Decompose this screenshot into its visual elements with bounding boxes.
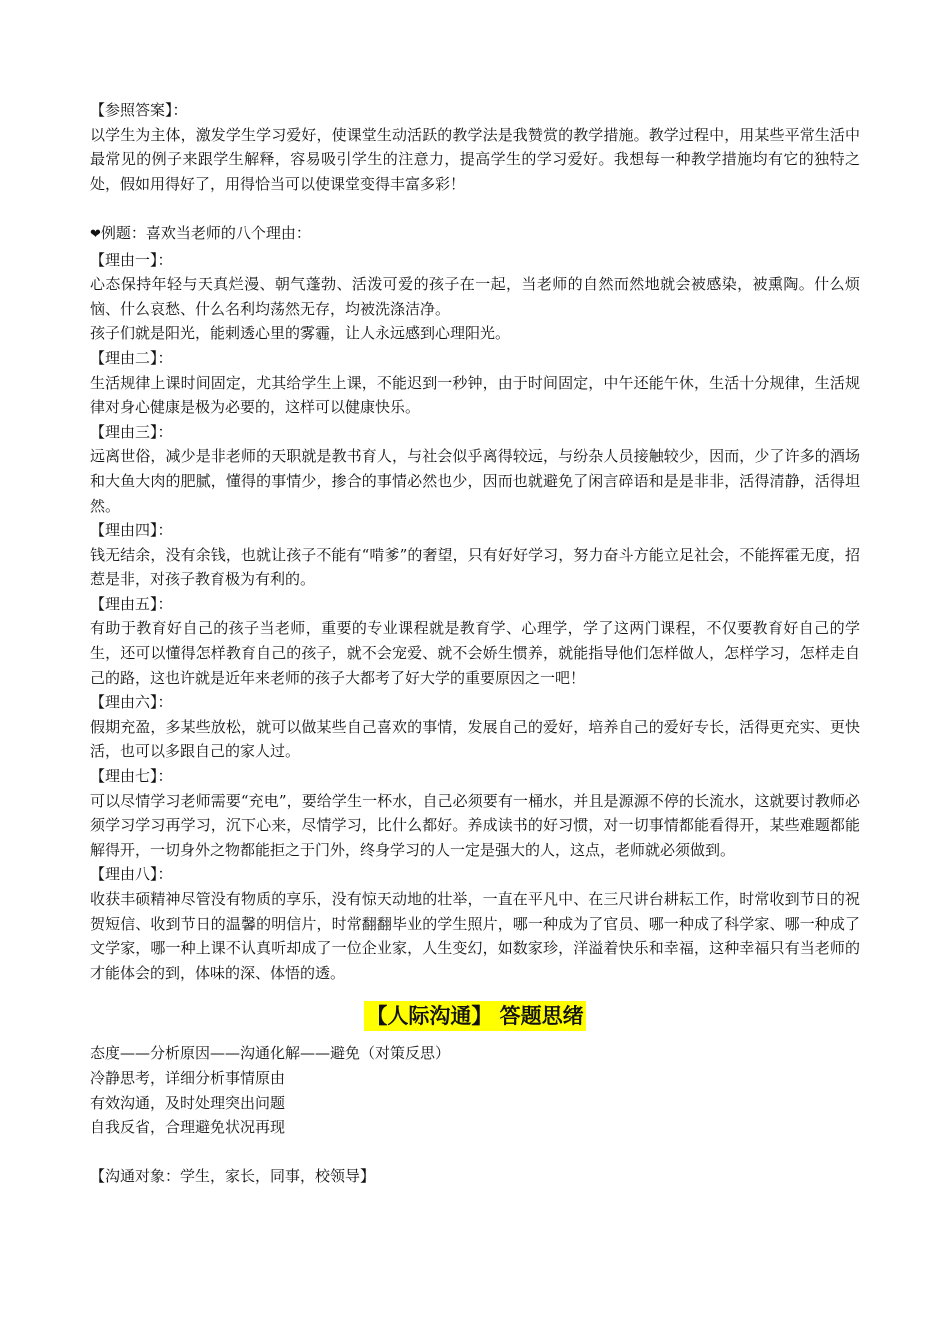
reason-label: 【理由二】：	[90, 348, 173, 367]
blank-line	[90, 196, 860, 221]
section-line: 态度——分析原因——沟通化解——避免（对策反思）	[90, 1044, 451, 1063]
reason-label: 【理由三】：	[90, 422, 173, 441]
reason-label: 【理由四】：	[90, 521, 173, 540]
answer-label: 【参照答案】：	[90, 101, 188, 119]
example-title	[90, 221, 860, 248]
reason-text: 收获丰硕精神尽管没有物质的享乐，没有惊天动地的壮举，一直在平凡中、在三尺讲台耕耘工作，时常收到节日的祝贺短信、收到节日的温馨的明信片，时常翻翻毕业的学生照片，哪一种成为了官员、哪一种成了科学家、哪一种成了文学家，哪一种上课不认真听却成了一位企业家，人生变幻，如数家珍，洋溢着快乐和幸福，这种幸福只有当老师的才能体会的到，体味的深、体悟的透。	[90, 890, 860, 982]
reason-text: 孩子们就是阳光，能刺透心里的雾霾，让人永远感到心理阳光。	[90, 324, 511, 343]
reason-text: 生活规律上课时间固定，尤其给学生上课，不能迟到一秒钟，由于时间固定，中午还能午休，生活十分规律，生活规律对身心健康是极为必要的，这样可以健康快乐。	[90, 373, 860, 417]
reason-label: 【理由七】：	[90, 767, 173, 786]
reason-text: 钱无结余，没有余钱，也就让孩子不能有“啃爹”的奢望，只有好好学习，努力奋斗方能立足社会，不能挥霍无度，招惹是非，对孩子教育极为有利的。	[90, 545, 860, 589]
blank-line	[90, 1140, 860, 1165]
example-title-text: 例题：喜欢当老师的八个理由：	[100, 223, 311, 242]
answer-text: 以学生为主体，激发学生学习爱好，使课堂生动活跃的教学法是我赞赏的教学措施。教学过程中，用某些平常生活中最常见的例子来跟学生解释，容易吸引学生的注意力，提高学生的学习爱好。我想每一种教学措施均有它的独特之处，假如用得好了，用得恰当可以使课堂变得丰富多彩！	[90, 125, 860, 193]
reason-label: 【理由八】：	[90, 865, 173, 884]
reason-text: 远离世俗，减少是非老师的天职就是教书育人，与社会似乎离得较远，与纷杂人员接触较少，因而，少了许多的酒场和大鱼大肉的肥腻，懂得的事情少，掺合的事情必然也少，因而也就避免了闲言碎语和是是非非，活得清静，活得坦然。	[90, 447, 860, 515]
communication-targets: 【沟通对象：学生，家长，同事，校领导】	[90, 1167, 376, 1186]
reason-text: 心态保持年轻与天真烂漫、朝气蓬勃、活泼可爱的孩子在一起，当老师的自然而然地就会被感染，被熏陶。什么烦恼、什么哀愁、什么名利均荡然无存，均被洗涤洁净。	[90, 275, 860, 318]
section-line: 冷静思考，详细分析事情原由	[90, 1068, 286, 1087]
document-page	[90, 98, 860, 1189]
heart-icon: ❤	[90, 226, 101, 242]
section-heading: 【人际沟通】 答题思绪	[364, 1001, 585, 1031]
reason-text: 可以尽情学习老师需要“充电”，要给学生一杯水，自己必须要有一桶水，并且是源源不停的长流水，这就要讨教师必须学习学习再学习，沉下心来，尽情学习，比什么都好。养成读书的好习惯，对一切事情都能看得开，某些难题都能解得开，一切身外之物都能拒之于门外，终身学习的人一定是强大的人，这点，老师就必须做到。	[90, 791, 860, 859]
section-heading-wrap	[90, 1001, 860, 1031]
reason-text: 有助于教育好自己的孩子当老师，重要的专业课程就是教育学、心理学，学了这两门课程，不仅要教育好自己的学生，还可以懂得怎样教育自己的孩子，就不会宠爱、就不会娇生惯养，就能指导他们怎样做人，怎样学习，怎样走自己的路，这也许就是近年来老师的孩子大都考了好大学的重要原因之一吧！	[90, 619, 860, 687]
section-line: 有效沟通，及时处理突出问题	[90, 1093, 286, 1112]
reason-label: 【理由六】：	[90, 693, 173, 712]
reason-label: 【理由一】：	[90, 250, 173, 269]
reason-label: 【理由五】：	[90, 594, 173, 613]
reason-text: 假期充盈，多某些放松，就可以做某些自己喜欢的事情，发展自己的爱好，培养自己的爱好专长，活得更充实、更快活，也可以多跟自己的家人过。	[90, 717, 860, 761]
section-line: 自我反省，合理避免状况再现	[90, 1118, 286, 1137]
